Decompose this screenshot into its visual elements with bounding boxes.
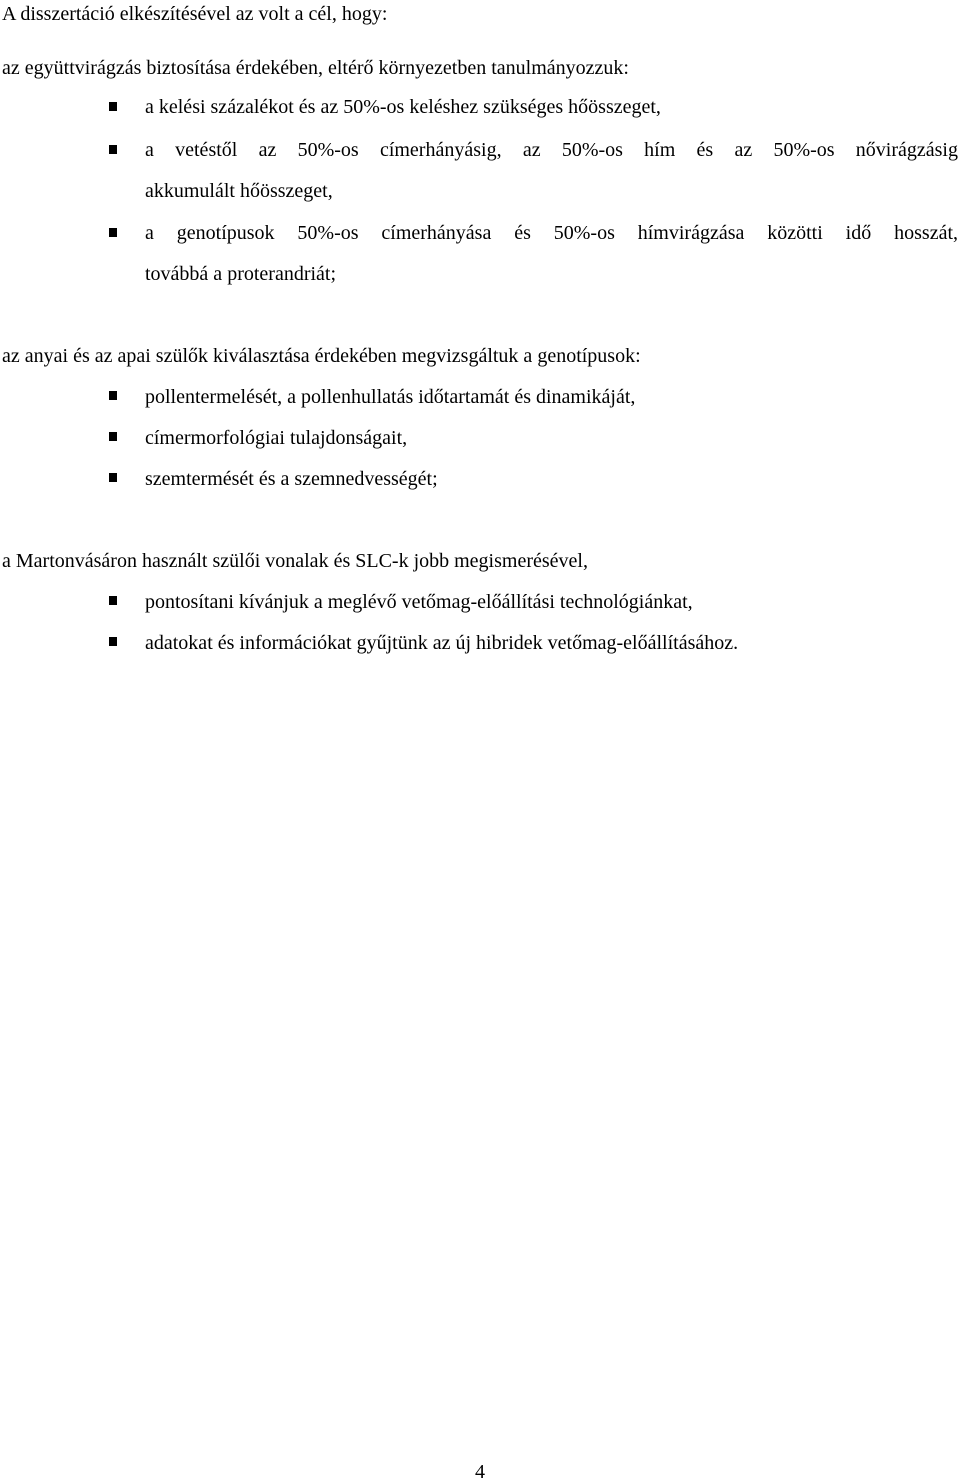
section2-item-1: pollentermelését, a pollenhullatás időtartamát és dinamikáját, — [145, 386, 636, 408]
bullet-icon — [109, 432, 117, 441]
section1-item-1: a kelési százalékot és az 50%-os keléshez szükséges hőösszeget, — [145, 96, 661, 118]
section1-item-3-continued: továbbá a proterandriát; — [145, 263, 337, 285]
bullet-icon — [109, 145, 117, 154]
section2-heading: az anyai és az apai szülők kiválasztása érdekében megvizsgáltuk a genotípusok: — [2, 345, 641, 367]
section3-item-1: pontosítani kívánjuk a meglévő vetőmag-előállítási technológiánkat, — [145, 591, 693, 613]
section3-heading: a Martonvásáron használt szülői vonalak és SLC-k jobb megismerésével, — [2, 550, 588, 572]
bullet-icon — [109, 596, 117, 605]
section1-item-2: a vetéstől az 50%-os címerhányásig, az 50%-os hím és az 50%-os nővirágzásig — [145, 139, 958, 161]
section1-item-2-continued: akkumulált hőösszeget, — [145, 180, 333, 202]
bullet-icon — [109, 637, 117, 646]
section1-heading: az együttvirágzás biztosítása érdekében, eltérő környezetben tanulmányozzuk: — [2, 57, 629, 79]
intro-text: A disszertáció elkészítésével az volt a cél, hogy: — [2, 3, 388, 25]
section3-item-2: adatokat és információkat gyűjtünk az új hibridek vetőmag-előállításához. — [145, 632, 739, 654]
bullet-icon — [109, 228, 117, 237]
section2-item-2: címermorfológiai tulajdonságait, — [145, 427, 408, 449]
bullet-icon — [109, 102, 117, 111]
bullet-icon — [109, 473, 117, 482]
page-number: 4 — [475, 1461, 485, 1483]
section1-item-3: a genotípusok 50%-os címerhányása és 50%-os hímvirágzása közötti idő hosszát, — [145, 222, 958, 244]
bullet-icon — [109, 391, 117, 400]
section2-item-3: szemtermését és a szemnedvességét; — [145, 468, 438, 490]
